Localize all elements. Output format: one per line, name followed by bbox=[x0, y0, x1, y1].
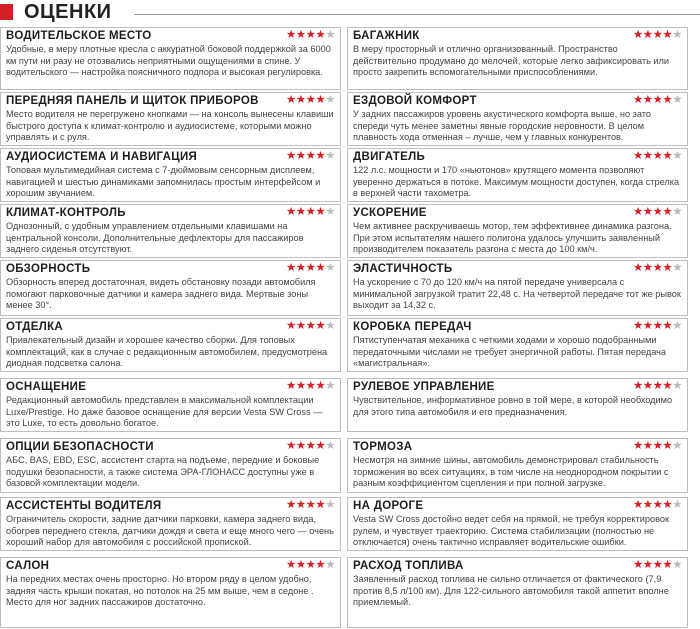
star-filled-icon: ★ bbox=[285, 380, 296, 392]
star-filled-icon: ★ bbox=[642, 380, 653, 392]
star-rating bbox=[633, 150, 682, 162]
star-filled-icon: ★ bbox=[652, 262, 663, 274]
rating-description: У задних пассажиров уровень акустического комфорта выше, но зато спереди чуть менее заметны явные городские неровности. В целом плавность хода отменная – лучше, чем у главных конкурентов. bbox=[353, 109, 651, 142]
rating-description: Место водителя не перегружено кнопками — на консоль вынесены клавиши быстрого доступа к климат-контролю и аудиосистеме, которыми можно управлять и с руля. bbox=[6, 109, 334, 142]
star-filled-icon: ★ bbox=[305, 94, 316, 106]
rating-description: На передних местах очень просторно. Но втором ряду в целом удобно, задняя часть крыши покатая, но потолок на 25 мм выше, чем в седоне . Место для ног задних пассажиров достаточно. bbox=[6, 574, 314, 607]
rating-description: Однозонный, с удобным управлением отдельными клавишами на центральной консоли. Дополнительные дефлекторы для пассажиров заднего сиденья отсутствуют. bbox=[6, 221, 304, 254]
star-empty-icon: ★ bbox=[672, 320, 682, 332]
star-rating bbox=[633, 559, 682, 571]
star-rating bbox=[286, 380, 335, 392]
star-filled-icon: ★ bbox=[652, 94, 663, 106]
star-rating bbox=[286, 94, 335, 106]
left-column bbox=[0, 27, 343, 627]
star-rating bbox=[286, 499, 335, 511]
star-filled-icon: ★ bbox=[305, 559, 316, 571]
star-empty-icon: ★ bbox=[672, 262, 682, 274]
star-rating bbox=[633, 499, 682, 511]
star-filled-icon: ★ bbox=[295, 499, 306, 511]
star-filled-icon: ★ bbox=[315, 29, 326, 41]
star-filled-icon: ★ bbox=[662, 380, 673, 392]
rating-category-title: ВОДИТЕЛЬСКОЕ МЕСТО bbox=[6, 30, 152, 42]
rating-category-title: САЛОН bbox=[6, 560, 50, 572]
star-rating bbox=[286, 320, 335, 332]
rating-card bbox=[0, 260, 341, 316]
star-rating bbox=[633, 29, 682, 41]
star-filled-icon: ★ bbox=[285, 262, 296, 274]
rating-card bbox=[347, 148, 688, 202]
rating-category-title: ТОРМОЗА bbox=[353, 441, 413, 453]
rating-card bbox=[347, 204, 688, 258]
rating-description: 122 л.с. мощности и 170 «ньютонов» крутящего момента позволяют уверенно держаться в потоке. Максимум мощности доступен, когда стрелка в верхней части тахометра. bbox=[353, 165, 680, 198]
star-rating bbox=[286, 150, 335, 162]
rating-card-header bbox=[1, 205, 340, 220]
star-filled-icon: ★ bbox=[315, 262, 326, 274]
rating-card-header bbox=[1, 319, 340, 334]
star-filled-icon: ★ bbox=[315, 206, 326, 218]
star-rating bbox=[286, 262, 335, 274]
star-filled-icon: ★ bbox=[652, 29, 663, 41]
rating-category-title: ОТДЕЛКА bbox=[6, 321, 64, 333]
rating-description: Несмотря на зимние шины, автомобиль демонстрировал стабильность торможения во всех ситуациях, в том числе на неоднородном покрытии с разным коэффициентом сцепления и при полной загрузке. bbox=[353, 455, 669, 488]
rating-category-title: КЛИМАТ-КОНТРОЛЬ bbox=[6, 207, 126, 219]
rating-card-header bbox=[348, 149, 687, 164]
star-filled-icon: ★ bbox=[285, 150, 296, 162]
rating-card bbox=[0, 148, 341, 202]
star-filled-icon: ★ bbox=[315, 559, 326, 571]
star-filled-icon: ★ bbox=[305, 29, 316, 41]
rating-category-title: ЭЛАСТИЧНОСТЬ bbox=[353, 263, 453, 275]
rating-description: Ограничитель скорости, задние датчики парковки, камера заднего вида, обогрев переднего стекла, датчики дождя и света и еще много чего — очень хороший набор для автомобиля с российской пропиской. bbox=[6, 514, 334, 547]
star-empty-icon: ★ bbox=[325, 559, 335, 571]
rating-category-title: ОБЗОРНОСТЬ bbox=[6, 263, 91, 275]
rating-card bbox=[347, 557, 688, 628]
rating-description: Пятиступенчатая механика с четкими ходами и хорошо подобранными передаточными числами не требует энергичной работы. Пятая передача «магистральная». bbox=[353, 335, 667, 368]
rating-category-title: НА ДОРОГЕ bbox=[353, 500, 424, 512]
star-filled-icon: ★ bbox=[285, 29, 296, 41]
star-empty-icon: ★ bbox=[672, 150, 682, 162]
star-filled-icon: ★ bbox=[285, 559, 296, 571]
rating-card-header bbox=[348, 261, 687, 276]
star-filled-icon: ★ bbox=[295, 206, 306, 218]
rating-card-header bbox=[348, 558, 687, 573]
star-filled-icon: ★ bbox=[285, 94, 296, 106]
rating-card bbox=[347, 378, 688, 432]
header-accent-bar bbox=[0, 4, 13, 20]
rating-category-title: КОРОБКА ПЕРЕДАЧ bbox=[353, 321, 472, 333]
star-filled-icon: ★ bbox=[632, 380, 643, 392]
rating-description: Чувствительное, информативное ровно в той мере, в которой необходимо для этого типа автомобиля и его предназначения. bbox=[353, 395, 673, 417]
star-filled-icon: ★ bbox=[662, 559, 673, 571]
star-filled-icon: ★ bbox=[652, 320, 663, 332]
star-filled-icon: ★ bbox=[632, 262, 643, 274]
rating-category-title: БАГАЖНИК bbox=[353, 30, 420, 42]
star-rating bbox=[633, 440, 682, 452]
rating-card bbox=[347, 92, 688, 146]
star-filled-icon: ★ bbox=[295, 262, 306, 274]
rating-category-title: ЕЗДОВОЙ КОМФОРТ bbox=[353, 95, 477, 107]
star-filled-icon: ★ bbox=[652, 559, 663, 571]
rating-category-title: РУЛЕВОЕ УПРАВЛЕНИЕ bbox=[353, 381, 495, 393]
rating-card bbox=[347, 438, 688, 493]
rating-category-title: ДВИГАТЕЛЬ bbox=[353, 151, 426, 163]
star-filled-icon: ★ bbox=[295, 440, 306, 452]
star-empty-icon: ★ bbox=[325, 29, 335, 41]
rating-card-header bbox=[348, 498, 687, 513]
star-filled-icon: ★ bbox=[305, 262, 316, 274]
star-filled-icon: ★ bbox=[652, 440, 663, 452]
rating-description: АБС, BAS, EBD, ESC, ассистент старта на подъеме, передние и боковые подушки безопасности, а также система ЭРА-ГЛОНАСС доступны уже в базовой комплектации модели. bbox=[6, 455, 320, 488]
rating-card bbox=[347, 497, 688, 551]
rating-card-header bbox=[348, 205, 687, 220]
star-filled-icon: ★ bbox=[295, 559, 306, 571]
star-filled-icon: ★ bbox=[315, 499, 326, 511]
star-filled-icon: ★ bbox=[632, 320, 643, 332]
rating-description: Vesta SW Cross достойно ведет себя на прямой, не требуя корректировок рулем, и чувствует траекторию. Система стабилизации (полностью не отключается) очень тактично исправляет водительские ошибки. bbox=[353, 514, 670, 547]
star-filled-icon: ★ bbox=[295, 380, 306, 392]
star-filled-icon: ★ bbox=[315, 320, 326, 332]
rating-card bbox=[0, 438, 341, 493]
rating-category-title: УСКОРЕНИЕ bbox=[353, 207, 427, 219]
star-filled-icon: ★ bbox=[295, 150, 306, 162]
rating-card-header bbox=[348, 439, 687, 454]
star-rating bbox=[633, 206, 682, 218]
star-empty-icon: ★ bbox=[672, 380, 682, 392]
star-empty-icon: ★ bbox=[325, 150, 335, 162]
star-filled-icon: ★ bbox=[662, 499, 673, 511]
star-empty-icon: ★ bbox=[325, 380, 335, 392]
rating-card bbox=[347, 260, 688, 316]
rating-card bbox=[0, 557, 341, 628]
rating-card bbox=[0, 378, 341, 432]
rating-card bbox=[347, 27, 688, 90]
star-filled-icon: ★ bbox=[642, 559, 653, 571]
rating-card-header bbox=[1, 149, 340, 164]
star-filled-icon: ★ bbox=[652, 206, 663, 218]
rating-card-header bbox=[348, 379, 687, 394]
rating-card-header bbox=[1, 28, 340, 43]
rating-card-header bbox=[1, 439, 340, 454]
star-rating bbox=[286, 559, 335, 571]
star-empty-icon: ★ bbox=[325, 206, 335, 218]
star-filled-icon: ★ bbox=[305, 206, 316, 218]
star-filled-icon: ★ bbox=[632, 559, 643, 571]
star-filled-icon: ★ bbox=[642, 440, 653, 452]
star-filled-icon: ★ bbox=[315, 440, 326, 452]
rating-category-title: АССИСТЕНТЫ ВОДИТЕЛЯ bbox=[6, 500, 162, 512]
star-filled-icon: ★ bbox=[632, 499, 643, 511]
rating-card-header bbox=[348, 319, 687, 334]
star-filled-icon: ★ bbox=[285, 206, 296, 218]
rating-card-header bbox=[1, 93, 340, 108]
star-rating bbox=[633, 262, 682, 274]
rating-category-title: ОСНАЩЕНИЕ bbox=[6, 381, 87, 393]
star-rating bbox=[286, 206, 335, 218]
star-filled-icon: ★ bbox=[305, 380, 316, 392]
star-filled-icon: ★ bbox=[662, 262, 673, 274]
star-filled-icon: ★ bbox=[285, 499, 296, 511]
rating-card bbox=[347, 318, 688, 372]
star-empty-icon: ★ bbox=[325, 499, 335, 511]
star-filled-icon: ★ bbox=[315, 150, 326, 162]
star-filled-icon: ★ bbox=[642, 94, 653, 106]
rating-card-header bbox=[1, 261, 340, 276]
star-filled-icon: ★ bbox=[662, 440, 673, 452]
star-filled-icon: ★ bbox=[632, 94, 643, 106]
star-filled-icon: ★ bbox=[285, 440, 296, 452]
rating-category-title: РАСХОД ТОПЛИВА bbox=[353, 560, 464, 572]
header-rule bbox=[134, 14, 700, 15]
star-rating bbox=[633, 94, 682, 106]
rating-description: Редакционный автомобиль представлен в максимальной комплектации Luxe/Prestige. Но даже базовое оснащение для версии Vesta SW Cross — это Luxe, то есть довольно богатое. bbox=[6, 395, 323, 428]
star-filled-icon: ★ bbox=[295, 94, 306, 106]
star-rating bbox=[286, 440, 335, 452]
star-filled-icon: ★ bbox=[642, 320, 653, 332]
rating-card-header bbox=[348, 93, 687, 108]
rating-description: На ускорение с 70 до 120 км/ч на пятой передаче универсала с минимальной загрузкой тратит 22,48 с. На четвертой передаче тот же рывок выходит за 14,32 с. bbox=[353, 277, 681, 310]
star-filled-icon: ★ bbox=[642, 206, 653, 218]
rating-card bbox=[0, 497, 341, 551]
rating-description: Топовая мультимедийная система с 7-дюймовым сенсорным дисплеем, навигацией и шестью динамиками запомнилась простым интерфейсом и хорошим звучанием. bbox=[6, 165, 321, 198]
star-empty-icon: ★ bbox=[325, 94, 335, 106]
right-column bbox=[347, 27, 690, 627]
rating-description: В меру просторный и отлично организованный. Пространство действительно продумано до мелочей, которые легко зафиксировать или просто закрепить вспомогательными приспособлениями. bbox=[353, 44, 670, 77]
star-rating bbox=[286, 29, 335, 41]
rating-card bbox=[0, 204, 341, 258]
rating-category-title: АУДИОСИСТЕМА И НАВИГАЦИЯ bbox=[6, 151, 198, 163]
rating-card bbox=[0, 27, 341, 90]
star-filled-icon: ★ bbox=[305, 320, 316, 332]
star-filled-icon: ★ bbox=[305, 150, 316, 162]
rating-card-header bbox=[1, 379, 340, 394]
star-filled-icon: ★ bbox=[652, 499, 663, 511]
star-empty-icon: ★ bbox=[325, 262, 335, 274]
star-filled-icon: ★ bbox=[632, 206, 643, 218]
star-empty-icon: ★ bbox=[325, 320, 335, 332]
star-empty-icon: ★ bbox=[672, 499, 682, 511]
star-filled-icon: ★ bbox=[315, 94, 326, 106]
section-header bbox=[0, 0, 700, 25]
star-filled-icon: ★ bbox=[285, 320, 296, 332]
star-empty-icon: ★ bbox=[672, 559, 682, 571]
rating-category-title: ОПЦИИ БЕЗОПАСНОСТИ bbox=[6, 441, 154, 453]
star-filled-icon: ★ bbox=[642, 29, 653, 41]
star-filled-icon: ★ bbox=[305, 440, 316, 452]
star-rating bbox=[633, 320, 682, 332]
rating-category-title: ПЕРЕДНЯЯ ПАНЕЛЬ И ЩИТОК ПРИБОРОВ bbox=[6, 95, 259, 107]
star-empty-icon: ★ bbox=[672, 94, 682, 106]
star-filled-icon: ★ bbox=[662, 94, 673, 106]
star-empty-icon: ★ bbox=[672, 440, 682, 452]
rating-card bbox=[0, 318, 341, 372]
star-filled-icon: ★ bbox=[662, 206, 673, 218]
rating-description: Чем активнее раскручиваешь мотор, тем эффективнее динамика разгона. При этом испытателям нашего полигона удалось улучшить заявленный производителем показатель разгона с места до 100 км/ч. bbox=[353, 221, 672, 254]
star-filled-icon: ★ bbox=[662, 150, 673, 162]
rating-description: Привлекательный дизайн и хорошее качество сборки. Для топовых комплектаций, как в случае с редакционным автомобилем, предусмотрена диодная подсветка салона. bbox=[6, 335, 328, 368]
star-empty-icon: ★ bbox=[325, 440, 335, 452]
rating-card-header bbox=[348, 28, 687, 43]
star-filled-icon: ★ bbox=[652, 150, 663, 162]
star-empty-icon: ★ bbox=[672, 29, 682, 41]
star-empty-icon: ★ bbox=[672, 206, 682, 218]
star-filled-icon: ★ bbox=[305, 499, 316, 511]
star-filled-icon: ★ bbox=[632, 440, 643, 452]
rating-description: Удобные, в меру плотные кресла с аккуратной боковой поддержкой за 6000 км пути ни разу не отозвались неприятными ощущениями в спине. У водительского — настройка поясничного подпора и высокая регулировка. bbox=[6, 44, 331, 77]
star-filled-icon: ★ bbox=[652, 380, 663, 392]
star-filled-icon: ★ bbox=[295, 320, 306, 332]
star-filled-icon: ★ bbox=[295, 29, 306, 41]
section-title: ОЦЕНКИ bbox=[24, 1, 112, 23]
star-rating bbox=[633, 380, 682, 392]
star-filled-icon: ★ bbox=[662, 320, 673, 332]
star-filled-icon: ★ bbox=[642, 499, 653, 511]
star-filled-icon: ★ bbox=[632, 29, 643, 41]
star-filled-icon: ★ bbox=[662, 29, 673, 41]
rating-description: Заявленный расход топлива не сильно отличается от фактического (7,9 против 8,5 л/100 км). Для 122-сильного автомобиля такой аппетит вполне приемлемый. bbox=[353, 574, 669, 607]
star-filled-icon: ★ bbox=[642, 150, 653, 162]
rating-card bbox=[0, 92, 341, 146]
star-filled-icon: ★ bbox=[315, 380, 326, 392]
rating-card-header bbox=[1, 558, 340, 573]
star-filled-icon: ★ bbox=[632, 150, 643, 162]
star-filled-icon: ★ bbox=[642, 262, 653, 274]
rating-description: Обзорность вперед достаточная, видеть обстановку позади автомобиля помогают парковочные датчики и камера заднего вида. Мертвые зоны менее 30°. bbox=[6, 277, 316, 310]
rating-card-header bbox=[1, 498, 340, 513]
